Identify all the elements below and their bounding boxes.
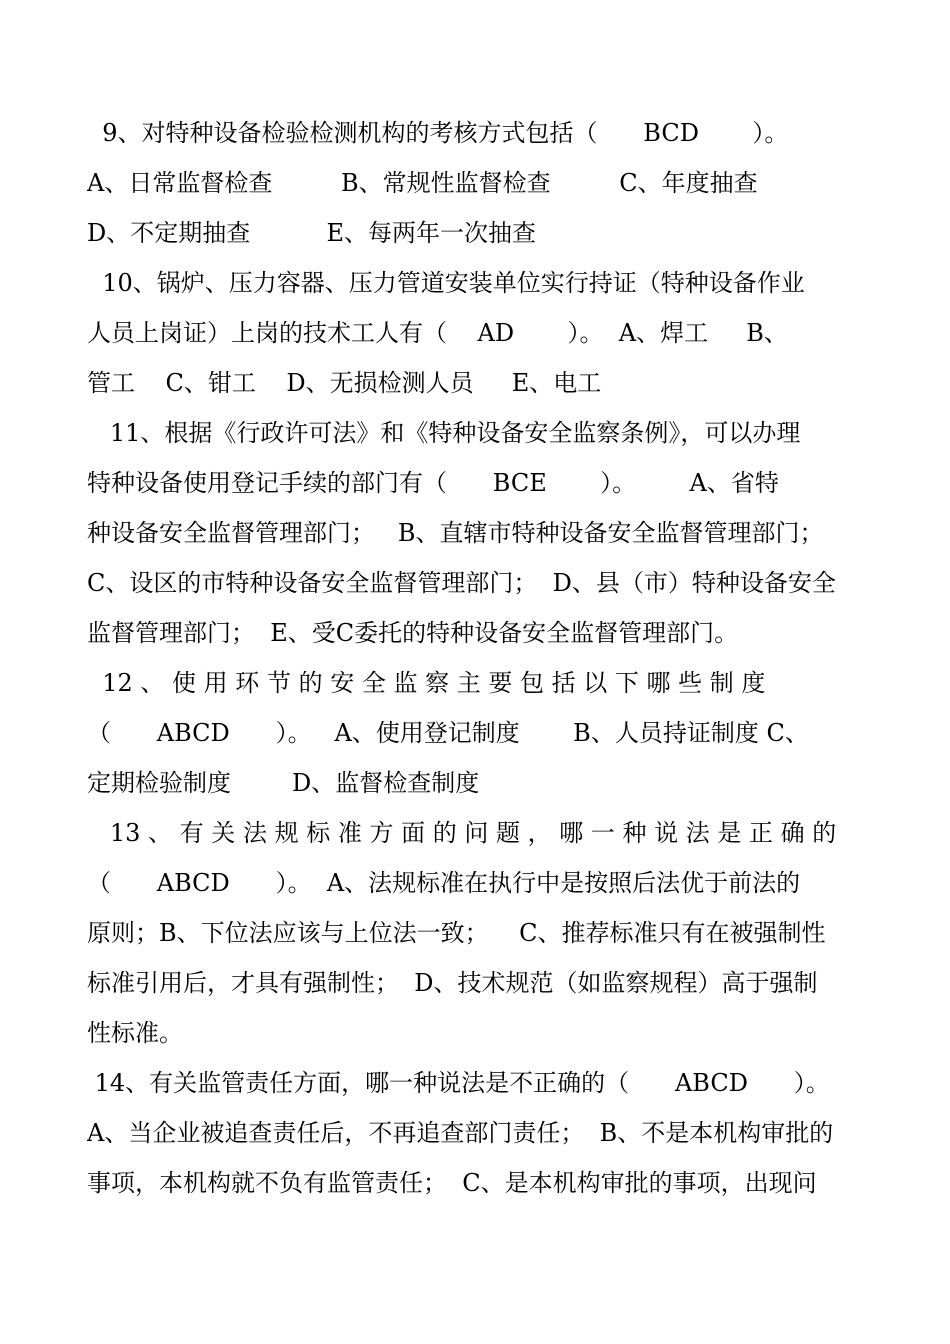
question-13-line-2: （ ABCD ）。 A、法规标准在执行中是按照后法优于前法的 xyxy=(87,869,801,897)
question-10-line-3: 管工 C、钳工 D、无损检测人员 E、电工 xyxy=(87,369,602,397)
question-9-line-1: 9、对特种设备检验检测机构的考核方式包括（ BCD ）。 xyxy=(87,119,789,147)
question-12-line-2: （ ABCD ）。 A、使用登记制度 B、人员持证制度 C、 xyxy=(87,719,809,747)
question-13-line-5: 性标准。 xyxy=(87,1019,183,1047)
question-11-line-2: 特种设备使用登记手续的部门有（ BCE ）。 A、省特 xyxy=(87,469,779,497)
question-14-line-3: 事项，本机构就不负有监管责任； C、是本机构审批的事项，出现问 xyxy=(87,1169,817,1197)
question-9-line-3: D、不定期抽查 E、每两年一次抽查 xyxy=(87,219,537,247)
question-11-line-4: C、设区的市特种设备安全监督管理部门； D、县（市）特种设备安全 xyxy=(87,569,836,597)
question-14-line-1: 14、有关监管责任方面，哪一种说法是不正确的（ ABCD ）。 xyxy=(87,1069,830,1097)
question-13-line-1: 13 、 有 关 法 规 标 准 方 面 的 问 题 ， 哪 一 种 说 法 是 正 确 的 xyxy=(87,819,837,847)
question-12-line-1: 12 、 使 用 环 节 的 安 全 监 察 主 要 包 括 以 下 哪 些 制 度 xyxy=(87,669,766,697)
question-14-line-2: A、当企业被追查责任后，不再追查部门责任； B、不是本机构审批的 xyxy=(87,1119,834,1147)
question-10-line-1: 10、锅炉、压力容器、压力管道安装单位实行持证（特种设备作业 xyxy=(87,269,805,297)
question-13-line-3: 原则；B、下位法应该与上位法一致； C、推荐标准只有在被强制性 xyxy=(87,919,826,947)
question-9-line-2: A、日常监督检查 B、常规性监督检查 C、年度抽查 xyxy=(87,169,758,197)
question-11-line-1: 11、根据《行政许可法》和《特种设备安全监察条例》，可以办理 xyxy=(87,419,801,447)
question-12-line-3: 定期检验制度 D、监督检查制度 xyxy=(87,769,480,797)
question-13-line-4: 标准引用后，才具有强制性； D、技术规范（如监察规程）高于强制 xyxy=(87,969,818,997)
question-11-line-3: 种设备安全监督管理部门； B、直辖市特种设备安全监督管理部门； xyxy=(87,519,824,547)
question-11-line-5: 监督管理部门； E、受C委托的特种设备安全监督管理部门。 xyxy=(87,619,739,647)
question-10-line-2: 人员上岗证）上岗的技术工人有（ AD ）。 A、焊工 B、 xyxy=(87,319,788,347)
